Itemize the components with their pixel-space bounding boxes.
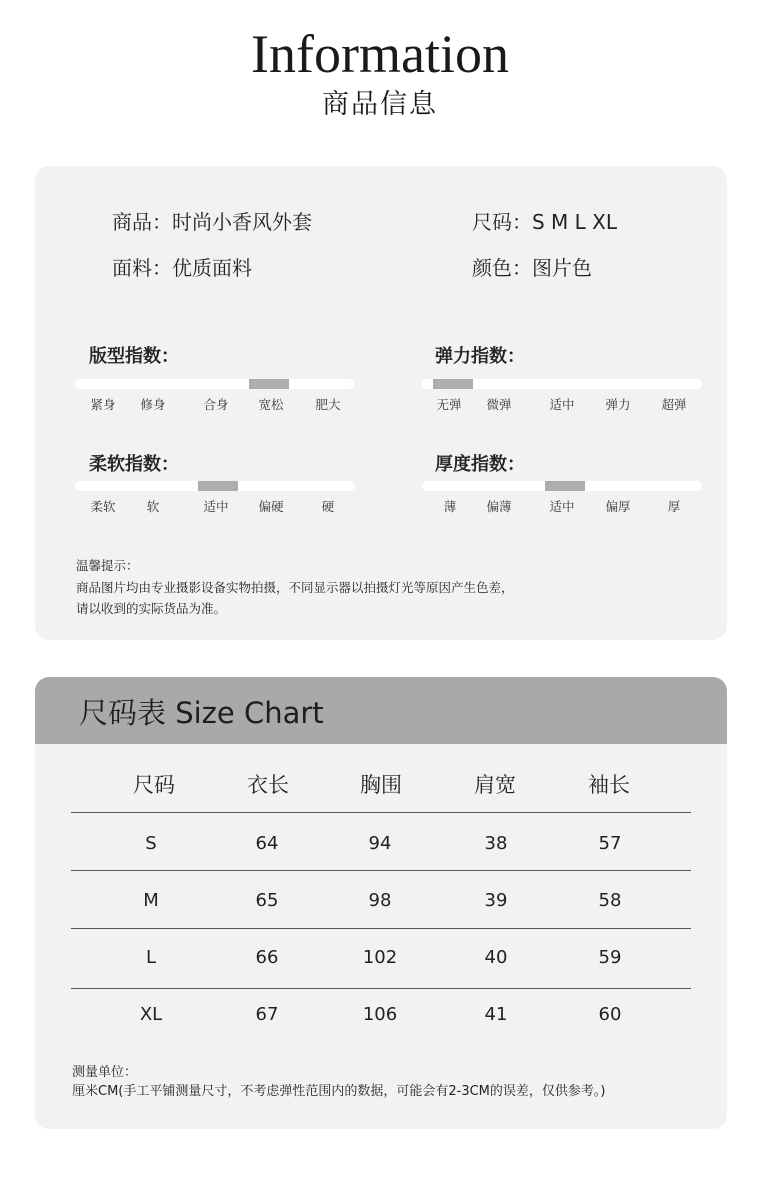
column-header-bust: 胸围 [360,773,402,797]
table-cell: 106 [362,1004,398,1025]
fit-index-indicator [249,379,289,389]
table-divider [71,812,691,813]
thickness-level-label: 薄 [443,499,457,514]
column-header-sleeve: 袖长 [588,773,630,797]
column-header-length: 衣长 [247,773,289,797]
fit-level-label: 肥大 [315,397,341,412]
table-cell: L [145,947,157,968]
table-cell: 60 [598,1004,622,1025]
fit-level-label: 宽松 [258,397,284,412]
thickness-index-indicator [545,481,585,491]
table-cell: 38 [484,833,508,854]
softness-level-label: 软 [146,499,160,514]
table-cell: 57 [598,833,622,854]
fit-level-label: 合身 [203,397,229,412]
table-divider [71,928,691,929]
measure-note-title: 测量单位： [72,1065,138,1080]
size-chart-header-band [35,677,727,744]
product-name: 商品：时尚小香风外套 [112,210,312,234]
elasticity-level-label: 微弹 [486,397,512,412]
table-cell: M [143,890,159,911]
table-cell: 59 [598,947,622,968]
size-chart-title: 尺码表 Size Chart [79,696,324,730]
thickness-level-label: 偏厚 [605,499,631,514]
thickness-index-title: 厚度指数： [435,454,525,475]
table-cell: 41 [484,1004,508,1025]
table-cell: XL [139,1004,163,1025]
table-cell: 40 [484,947,508,968]
fit-level-label: 紧身 [90,397,116,412]
table-cell: 67 [255,1004,279,1025]
table-cell: 94 [368,833,392,854]
elasticity-level-label: 弹力 [605,397,631,412]
thickness-level-label: 适中 [549,499,575,514]
thickness-level-label: 偏薄 [486,499,512,514]
elasticity-level-label: 无弹 [436,397,462,412]
column-header-size: 尺码 [133,773,175,797]
tip-line: 请以收到的实际货品为准。 [76,601,227,616]
elasticity-index-track [422,379,702,389]
measure-note-text: 厘米CM(手工平铺测量尺寸，不考虑弹性范围内的数据，可能会有2-3CM的误差，仅供参考。) [72,1084,606,1099]
table-cell: 39 [484,890,508,911]
table-cell: 65 [255,890,279,911]
softness-index-indicator [198,481,238,491]
softness-level-label: 偏硬 [258,499,284,514]
title-english: Information [251,24,509,84]
fit-index-track [75,379,355,389]
elasticity-level-label: 适中 [549,397,575,412]
column-header-shoulder: 肩宽 [474,773,516,797]
product-color: 颜色：图片色 [472,256,592,280]
fit-index-title: 版型指数： [89,346,179,367]
softness-index-track [75,481,355,491]
softness-level-label: 柔软 [90,499,116,514]
tip-title: 温馨提示： [76,558,139,573]
product-sizes: 尺码：S M L XL [472,210,618,234]
table-divider [71,988,691,989]
tip-line: 商品图片均由专业摄影设备实物拍摄，不同显示器以拍摄灯光等原因产生色差， [76,580,514,595]
table-cell: 98 [368,890,392,911]
table-cell: 66 [255,947,279,968]
table-cell: 102 [362,947,398,968]
thickness-index-track [422,481,702,491]
fit-level-label: 修身 [140,397,166,412]
elasticity-index-title: 弹力指数： [435,346,525,367]
product-fabric: 面料：优质面料 [112,256,252,280]
table-cell: 64 [255,833,279,854]
thickness-level-label: 厚 [667,499,681,514]
elasticity-level-label: 超弹 [661,397,687,412]
softness-level-label: 硬 [321,499,335,514]
elasticity-index-indicator [433,379,473,389]
table-cell: 58 [598,890,622,911]
table-divider [71,870,691,871]
softness-index-title: 柔软指数： [89,454,179,475]
title-chinese: 商品信息 [322,89,438,120]
table-cell: S [145,833,157,854]
softness-level-label: 适中 [203,499,229,514]
